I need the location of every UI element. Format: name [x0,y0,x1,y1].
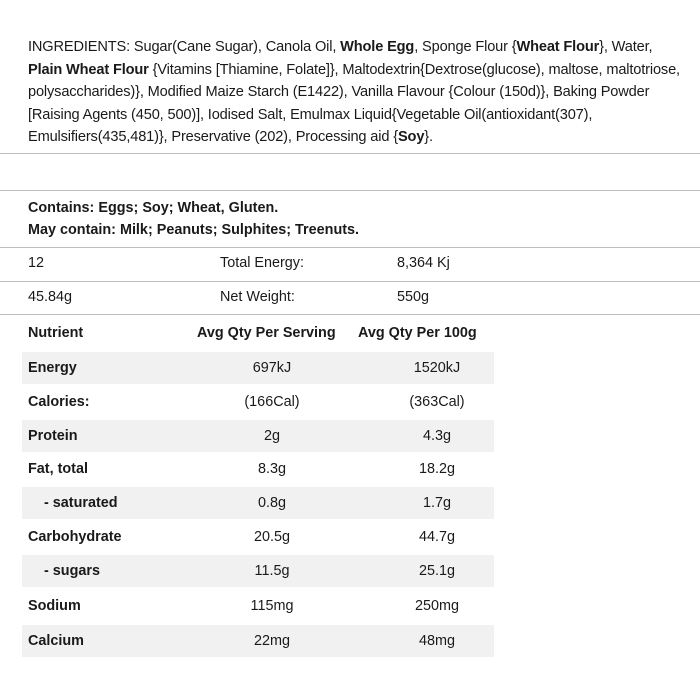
ingredients-segment-bold: Whole Egg [340,39,415,55]
per-100g-value: 1.7g [422,495,451,511]
section-divider [0,153,700,154]
summary-label: Total Energy: [220,255,304,271]
table-row [22,420,494,452]
summary-row-weight [0,282,700,312]
table-row [22,625,494,657]
per-serving-value: 8.3g [257,461,286,477]
allergen-contains: Contains: Eggs; Soy; Wheat, Gluten. [28,200,279,216]
summary-value: 8,364 Kj [397,255,450,271]
allergen-statement [28,197,688,241]
header-per-serving: Avg Qty Per Serving [197,325,336,341]
per-100g-value: 4.3g [422,428,451,444]
summary-left-value: 45.84g [28,289,73,305]
ingredients-segment: INGREDIENTS: Sugar(Cane Sugar), Canola Oil, [28,39,341,55]
nutrient-name: Energy [28,360,77,376]
nutrition-table-header [0,318,700,348]
per-100g-value: 44.7g [418,529,455,545]
nutrient-name: Calcium [28,633,84,649]
ingredients-segment-bold: Plain Wheat Flour [28,61,149,78]
ingredients-segment: , Sponge Flour { [414,39,517,55]
table-row [22,352,494,384]
summary-label: Net Weight: [220,289,295,305]
per-100g-value: 250mg [414,598,459,614]
per-serving-value: 0.8g [257,495,286,511]
per-100g-value: 25.1g [418,563,455,579]
table-row [22,453,494,485]
ingredients-segment: }. [424,129,433,146]
per-100g-value: 48mg [419,633,455,649]
table-row [22,521,494,553]
header-per-100g: Avg Qty Per 100g [358,325,477,341]
nutrient-name: Fat, total [28,461,88,477]
summary-row-energy [0,248,700,278]
per-100g-value: (363Cal) [409,394,465,410]
per-100g-value: 1520kJ [413,360,461,376]
per-serving-value: 697kJ [252,360,292,376]
ingredients-text [28,36,688,149]
summary-value: 550g [397,289,430,305]
per-serving-value: 2g [263,428,280,444]
table-row [22,487,494,519]
ingredients-segment-bold: Soy [397,129,425,146]
allergen-may-contain: May contain: Milk; Peanuts; Sulphites; Treenuts. [28,222,360,238]
ingredients-segment-bold: Wheat Flour [516,39,600,55]
per-serving-value: 115mg [250,598,294,614]
table-row [22,590,494,622]
ingredients-segment: {Vitamins [Thiamine, Folate]}, Maltodextrin{Dextrose(glucose), maltose, maltotriose, polysaccharides)}, Modified Maize Starch (E1422), Vanilla Flavour {Colour (150d)}, Baking Powder [Raising Agents (450, 500)], Iodised Salt, Emulmax Liquid{Vegetable Oil(antioxidant(307), Emulsifiers(435,481)}, Preservative (202), Processing aid { [28,61,680,146]
per-serving-value: (166Cal) [244,394,300,410]
nutrient-name: Sodium [28,598,81,614]
per-serving-value: 20.5g [253,529,290,545]
summary-left-value: 12 [28,255,45,271]
section-divider [0,314,700,315]
nutrient-name: Protein [28,428,78,444]
nutrient-name: Carbohydrate [28,529,122,545]
per-serving-value: 11.5g [254,563,290,579]
nutrient-name: - saturated [44,495,118,511]
per-serving-value: 22mg [254,633,290,649]
table-row [22,555,494,587]
section-divider [0,190,700,191]
nutrient-name: Calories: [28,394,90,410]
per-100g-value: 18.2g [418,461,455,477]
table-row [22,386,494,418]
ingredients-segment: }, Water, [599,39,653,55]
header-nutrient: Nutrient [28,325,84,341]
nutrient-name: - sugars [44,563,100,579]
